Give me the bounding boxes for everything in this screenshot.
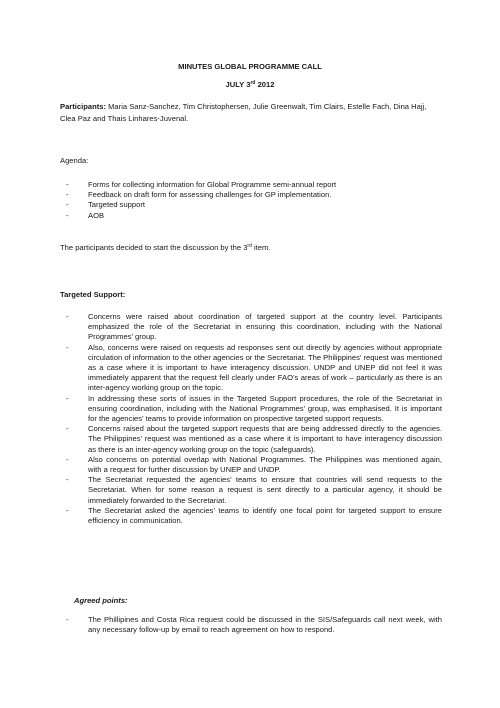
targeted-item: - Also, concerns were raised on requests ad responses sent out directly by agencies without appropriate circulation of information to the other agencies or the Secretariat. The Philippines’ request was mentioned as a case where it is important to have interagency discussion. UNDP and UNEP did not feel it was immediately apparent that the request fell clearly under FAO’s areas of work – particularly as there is an inter-agency working group on the topic. — [60, 343, 442, 394]
agreed-item: - The Phillipines and Costa Rica request could be discussed in the SIS/Safeguards call next week, with any necessary follow-up by email to reach agreement on how to respond. — [60, 615, 442, 635]
date-superscript: rd — [250, 80, 256, 86]
agreed-points-heading: Agreed points: — [74, 596, 128, 605]
targeted-item: - In addressing these sorts of issues in the Targeted Support procedures, the role of the Secretariat in ensuring coordination, including with the National Programmes’ group, was emphasised. It is important for the agencies’ teams to provide information on prospective targeted support requests. — [60, 394, 442, 425]
date-year: 2012 — [255, 80, 275, 89]
doc-date — [0, 80, 500, 90]
agenda-item: - Feedback on draft form for assessing challenges for GP implementation. — [60, 190, 442, 200]
targeted-item: - The Secretariat requested the agencies’ teams to ensure that countries will send requests to the Secretariat. When for some reason a request is sent directly to a particular agency, it should be immediately forwarded to the Secretariat. — [60, 475, 442, 506]
decision-text: The participants decided to start the discussion by the 3 — [60, 243, 248, 252]
agenda-list — [60, 180, 442, 221]
targeted-item: - Also concerns on potential overlap with National Programmes. The Philippines was mentioned again, with a request for further discussion by UNEP and UNDP. — [60, 455, 442, 475]
agreed-points-list — [60, 615, 442, 635]
agenda-item: - Targeted support — [60, 200, 442, 210]
targeted-support-list — [60, 312, 442, 526]
decision-paragraph — [60, 243, 442, 253]
agenda-list-container — [60, 180, 442, 221]
agreed-list-container — [60, 615, 442, 635]
doc-title: MINUTES GLOBAL PROGRAMME CALL — [178, 62, 322, 71]
targeted-item: - The Secretariat asked the agencies’ teams to identify one focal point for targeted support to ensure efficiency in communication. — [60, 506, 442, 526]
participants-list: Maria Sanz-Sanchez, Tim Christophersen, Julie Greenwalt, Tim Clairs, Estelle Fach, Dina Hajj, Clea Paz and Thais Linhares-Juvenal. — [60, 102, 427, 123]
decision-text-end: item. — [251, 243, 271, 252]
agenda-item: - Forms for collecting information for Global Programme semi-annual report — [60, 180, 442, 190]
targeted-list-container — [60, 312, 442, 526]
targeted-support-heading: Targeted Support: — [60, 290, 126, 299]
date-main: JULY 3 — [225, 80, 251, 89]
agenda-item: - AOB — [60, 211, 442, 221]
agenda-heading: Agenda: — [60, 156, 89, 165]
targeted-item: - Concerns were raised about coordination of targeted support at the country level. Participants emphasized the role of the Secretariat in ensuring this coordination, including with the National Programmes’ group. — [60, 312, 442, 343]
participants-paragraph — [60, 101, 442, 124]
targeted-item: - Concerns raised about the targeted support requests that are being addressed directly to the agencies. The Philippines’ request was mentioned as a case where it is important to have interagency discussion as there is an inter-agency working group on the topic (safeguards). — [60, 424, 442, 455]
decision-superscript: rd — [247, 243, 252, 249]
participants-label: Participants: — [60, 102, 106, 111]
